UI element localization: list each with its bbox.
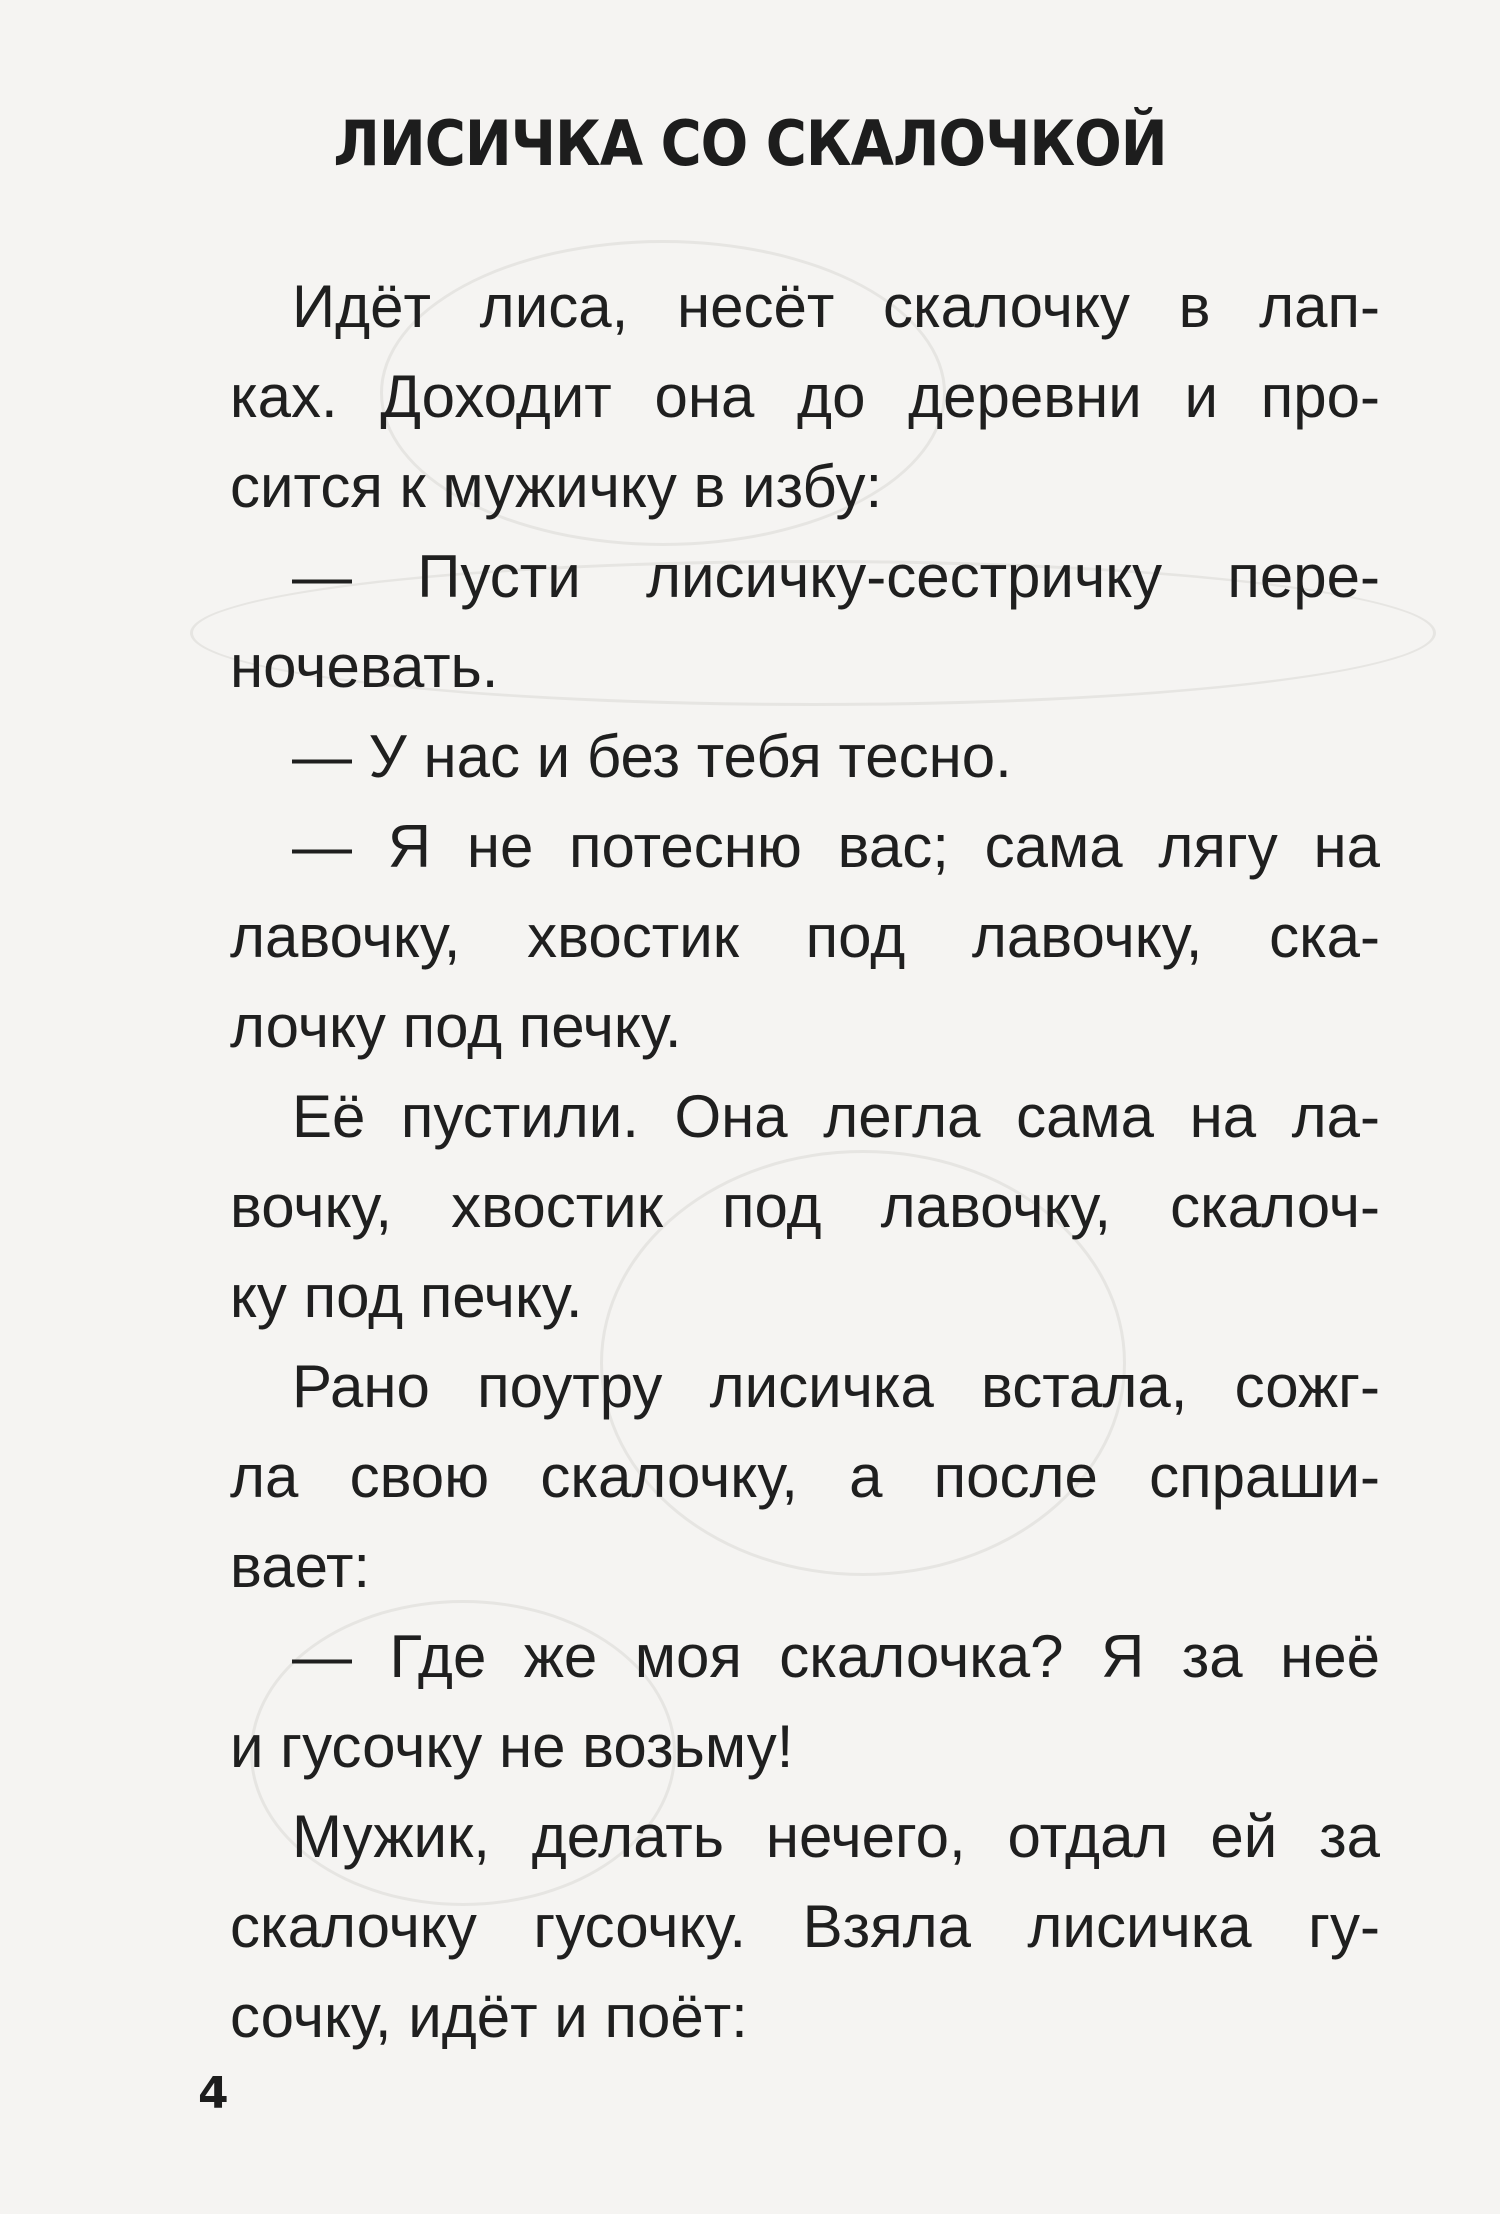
page-number: 4 xyxy=(198,2068,229,2119)
text-line: лавочку, хвостик под лавочку, ска- xyxy=(230,903,1380,970)
text-line: сочку, идёт и поёт: xyxy=(230,1983,748,2050)
text-line: и гусочку не возьму! xyxy=(230,1713,794,1780)
text-line: ночевать. xyxy=(230,633,499,700)
text-line: вает: xyxy=(230,1533,371,1600)
text-line: — Где же моя скалочка? Я за неё xyxy=(292,1623,1380,1690)
text-line: — Пусти лисичку-сестричку пере- xyxy=(292,543,1380,610)
text-line: ла свою скалочку, а после спраши- xyxy=(230,1443,1380,1510)
text-line: — Я не потесню вас; сама лягу на xyxy=(292,813,1380,880)
text-line: скалочку гусочку. Взяла лисичка гу- xyxy=(230,1893,1380,1960)
text-line: ку под печку. xyxy=(230,1263,583,1330)
text-line: Её пустили. Она легла сама на ла- xyxy=(292,1083,1380,1150)
story-title: ЛИСИЧКА СО СКАЛОЧКОЙ xyxy=(333,108,1167,181)
text-line: лочку под печку. xyxy=(230,993,682,1060)
text-line: — У нас и без тебя тесно. xyxy=(292,723,1012,790)
story-text xyxy=(230,262,1380,2062)
text-line: Мужик, делать нечего, отдал ей за xyxy=(292,1803,1380,1870)
text-line: вочку, хвостик под лавочку, скалоч- xyxy=(230,1173,1380,1240)
text-line: сится к мужичку в избу: xyxy=(230,453,883,520)
text-line: Рано поутру лисичка встала, сожг- xyxy=(292,1353,1380,1420)
text-line: Идёт лиса, несёт скалочку в лап- xyxy=(292,273,1380,340)
text-line: ках. Доходит она до деревни и про- xyxy=(230,363,1380,430)
